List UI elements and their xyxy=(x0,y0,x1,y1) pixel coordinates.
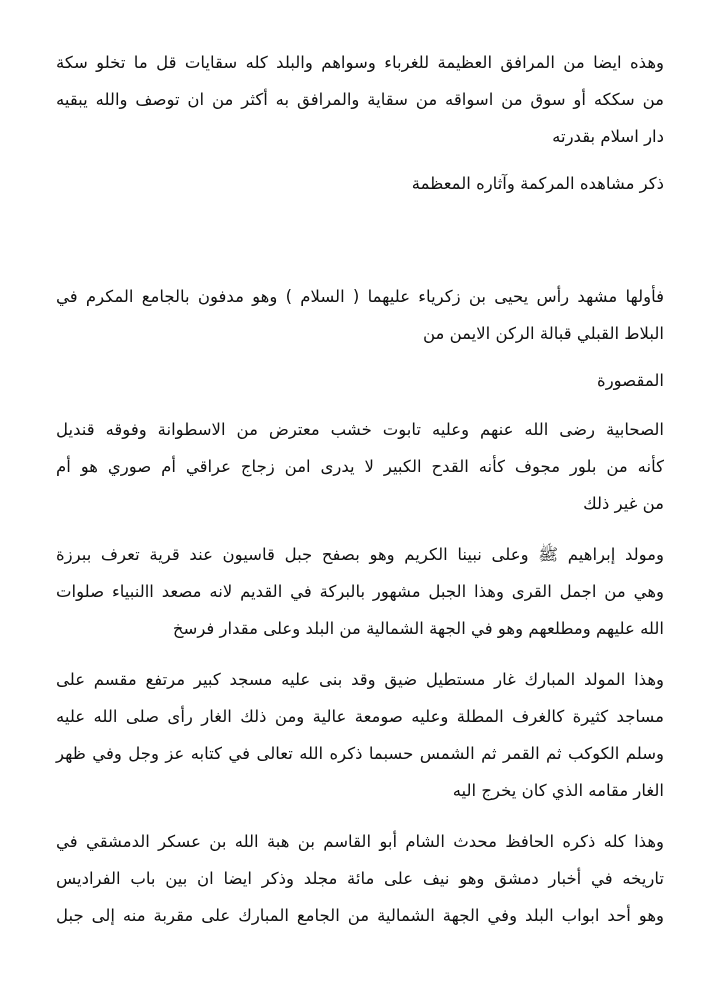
text-line: وهي من اجمل القرى وهذا الجبل مشهور بالبركة في القديم لانه مصعد االنبياء صلوات xyxy=(56,582,664,601)
paragraph-water-fountains xyxy=(56,44,664,155)
blank-space xyxy=(56,202,664,278)
text-line: المقصورة xyxy=(597,371,664,390)
paragraph-cave-mosque xyxy=(56,661,664,809)
text-line: وهذه ايضا من المرافق العظيمة للغرباء وسواهم والبلد كله سقايات قل ما تخلو سكة xyxy=(56,53,664,72)
text-line: كأنه من بلور مجوف كأنه القدح الكبير لا يدرى امن زجاج عراقي أم صوري هو أم xyxy=(56,457,664,476)
text-line: وهذا كله ذكره الحافظ محدث الشام أبو القاسم بن هبة الله بن عسكر الدمشقي في xyxy=(56,832,664,851)
text-line: الصحابية رضى الله عنهم وعليه تابوت خشب معترض من الاسطوانة وفوقه قنديل xyxy=(56,420,664,439)
text-line: تاريخه في أخبار دمشق وهو نيف على مائة مجلد وذكر ايضا ان بين باب الفراديس xyxy=(56,869,664,888)
paragraph-wooden-coffin xyxy=(56,411,664,522)
paragraph-ibn-asakir xyxy=(56,823,664,934)
text-line: دار اسلام بقدرته xyxy=(552,127,664,146)
paragraph-ibrahim-birthplace xyxy=(56,536,664,647)
heading-text: ذكر مشاهده المركمة وآثاره المعظمة xyxy=(411,174,664,193)
text-line: وهذا المولد المبارك غار مستطيل ضيق وقد بنى عليه مسجد كبير مرتفع مقسم على xyxy=(56,670,664,689)
paragraph-yahya-shrine xyxy=(56,278,664,352)
text-line: مساجد كثيرة كالغرف المطلة وعليه صومعة عالية ومن ذلك الغار رأى صلى الله عليه xyxy=(56,707,664,726)
text-line: الغار مقامه الذي كان يخرج اليه xyxy=(452,781,664,800)
text-line: من غير ذلك xyxy=(583,494,664,513)
text-line: البلاط القبلي قبالة الركن الايمن من xyxy=(422,324,664,343)
paragraph-maqsura xyxy=(56,362,664,399)
text-line: ومولد إبراهيم ﷺ وعلى نبينا الكريم وهو بصفح جبل قاسيون عند قرية تعرف ببرزة xyxy=(56,545,664,564)
text-line: فأولها مشهد رأس يحيى بن زكرياء عليهما ( السلام ) وهو مدفون بالجامع المكرم في xyxy=(56,287,664,306)
text-line: وهو أحد ابواب البلد وفي الجهة الشمالية من الجامع المبارك على مقربة منه إلى جبل xyxy=(56,906,664,925)
text-line: من سككه أو سوق من اسواقه من سقاية والمرافق به أكثر من ان توصف والله يبقيه xyxy=(56,90,664,109)
section-heading xyxy=(56,165,664,202)
text-line: وسلم الكوكب ثم القمر ثم الشمس حسبما ذكره الله تعالى في كتابه عز وجل وفي ظهر xyxy=(56,744,664,763)
text-line: الله عليهم ومطلعهم وهو في الجهة الشمالية من البلد وعلى مقدار فرسخ xyxy=(172,619,664,638)
